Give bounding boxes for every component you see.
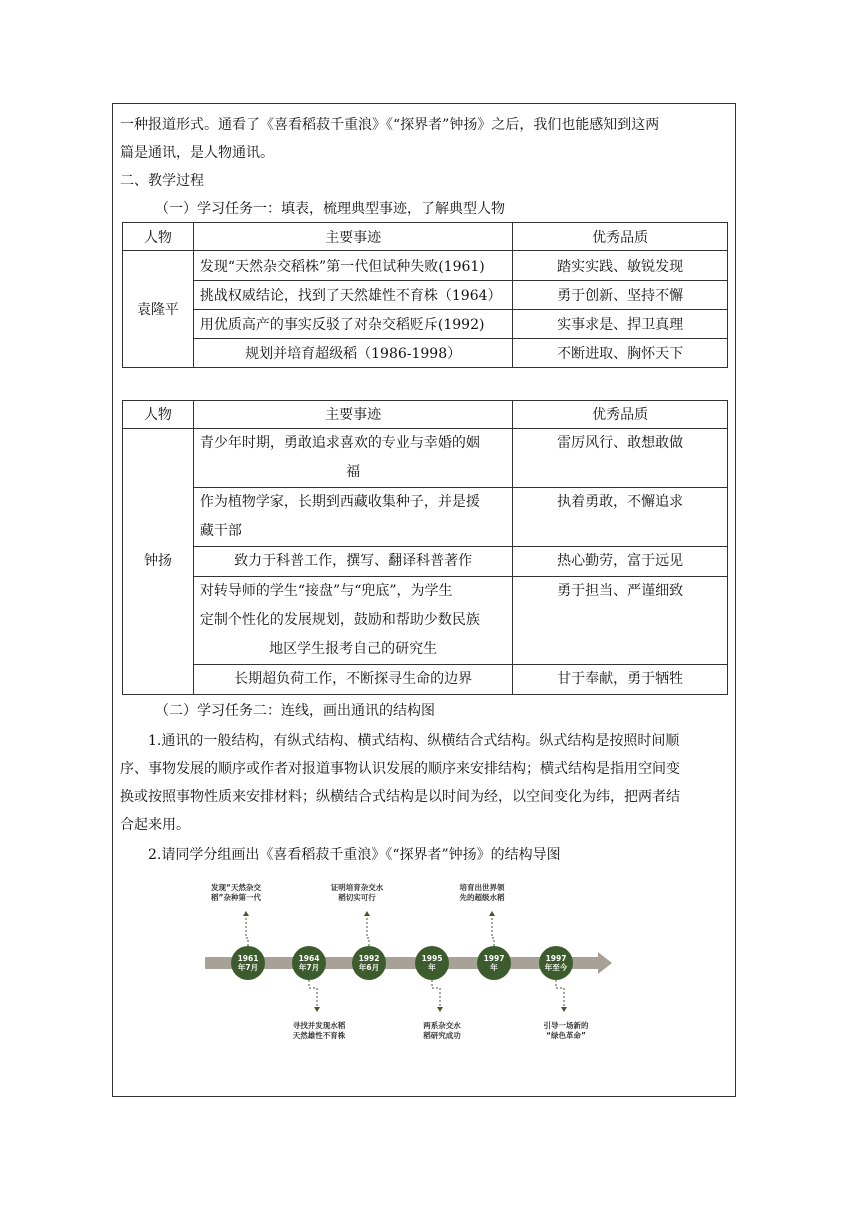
table-row [123, 429, 728, 488]
timeline-caption: 发现“天然杂交 [211, 883, 261, 892]
connector-arrowhead [437, 1007, 443, 1012]
timeline-connector [432, 980, 440, 1011]
quality-cell: 执着勇敢，不懈追求 [513, 488, 728, 547]
deed-cell: 规划并培育超级稻（1986-1998） [193, 339, 512, 368]
timeline-node-label: 1997 [483, 954, 505, 963]
quality-cell: 勇于创新、坚持不懈 [513, 281, 728, 310]
header-person: 人物 [123, 401, 194, 429]
quality-cell: 不断进取、胸怀天下 [513, 339, 728, 368]
para1-line-1: 1.通讯的一般结构，有纵式结构、横式结构、纵横结合式结构。纵式结构是按照时间顺 [148, 733, 680, 749]
timeline-connector [367, 912, 369, 946]
timeline-node-label: 1995 [421, 954, 443, 963]
timeline-caption: 天然雄性不育株 [292, 1031, 346, 1040]
deed-cell [193, 488, 512, 547]
header-person: 人物 [123, 223, 194, 251]
intro-line-2: 篇是通讯，是人物通讯。 [120, 145, 274, 161]
deeds-table-yuan [122, 222, 728, 368]
connector-arrowhead [243, 911, 249, 916]
table-row [123, 488, 728, 547]
quality-cell: 踏实实践、敏锐发现 [513, 251, 728, 281]
table-row [123, 281, 728, 310]
timeline-node-label: 年7月 [237, 963, 259, 972]
table-header-row [123, 223, 728, 251]
timeline-node-label: 年6月 [358, 963, 380, 972]
timeline-connector [556, 980, 564, 1011]
timeline-node-label: 1997 [545, 954, 567, 963]
deed-line: 作为植物学家，长期到西藏收集种子，并是援 [199, 494, 480, 510]
timeline-caption: “绿色革命” [546, 1031, 586, 1040]
table-row [123, 310, 728, 339]
connector-arrowhead [314, 1007, 320, 1012]
para2: 2.请同学分组画出《喜看稻菽千重浪》《“探界者”钟扬》的结构导图 [148, 847, 561, 863]
timeline-caption: 证明培育杂交水 [330, 883, 384, 892]
connector-arrowhead [364, 911, 370, 916]
deed-cell: 长期超负荷工作，不断探寻生命的边界 [193, 665, 512, 695]
deeds-table-zhong [122, 400, 728, 695]
timeline-connector [309, 980, 317, 1011]
header-deeds: 主要事迹 [193, 401, 512, 429]
timeline-caption: 稻切实可行 [338, 893, 376, 902]
timeline-node-label: 年 [428, 963, 436, 972]
timeline-connector [246, 912, 248, 946]
deed-cell: 发现“天然杂交稻株”第一代但试种失败(1961) [193, 251, 512, 281]
table-row [123, 665, 728, 695]
quality-cell: 勇于担当、严谨细致 [513, 577, 728, 665]
task2-heading: （二）学习任务二：连线，画出通讯的结构图 [155, 703, 435, 719]
table-row [123, 251, 728, 281]
timeline-caption: 引导一场新的 [543, 1021, 589, 1030]
timeline-caption: 培育出世界领 [459, 883, 505, 892]
deed-cell [193, 429, 512, 488]
timeline-node-label: 年 [490, 963, 498, 972]
timeline-caption: 稻研究成功 [423, 1031, 461, 1040]
deed-cell: 用优质高产的事实反驳了对杂交稻贬斥(1992) [193, 310, 512, 339]
deed-line: 藏干部 [199, 523, 242, 539]
person-name: 钟扬 [123, 429, 194, 695]
quality-cell: 热心勤劳，富于远见 [513, 547, 728, 577]
table-header-row [123, 401, 728, 429]
para1-line-3: 换或按照事物性质来安排材料；纵横结合式结构是以时间为经，以空间变化为纬，把两者结 [120, 789, 680, 805]
timeline-node-label: 年7月 [298, 963, 320, 972]
header-qualities: 优秀品质 [513, 401, 728, 429]
deed-cell: 致力于科普工作，撰写、翻译科普著作 [193, 547, 512, 577]
deed-cell: 挑战权威结论，找到了天然雄性不育株（1964） [193, 281, 512, 310]
timeline-node-label: 1961 [237, 954, 259, 963]
table-row [123, 547, 728, 577]
timeline-caption: 先的超级水稻 [459, 893, 505, 902]
deed-line: 对转导师的学生“接盘”与“兜底”，为学生 [199, 583, 453, 599]
intro-line-1: 一种报道形式。通看了《喜看稻菽千重浪》《“探界者”钟扬》之后，我们也能感知到这两 [120, 117, 660, 133]
para1-line-4: 合起来用。 [120, 817, 190, 833]
table-row [123, 339, 728, 368]
timeline-figure [190, 878, 620, 1048]
table-row [123, 577, 728, 665]
para1-line-2: 序、事物发展的顺序或作者对报道事物认识发展的顺序来安排结构；横式结构是指用空间变 [120, 761, 680, 777]
timeline-caption: 两系杂交水 [423, 1021, 461, 1030]
deed-cell [193, 577, 512, 665]
timeline-node-label: 1992 [358, 954, 380, 963]
deed-line: 福 [346, 464, 361, 480]
task1-heading: （一）学习任务一：填表，梳理典型事迹，了解典型人物 [155, 201, 505, 217]
timeline-caption: 寻找并发现水稻 [292, 1021, 346, 1030]
timeline-caption: 稻”杂种第一代 [211, 893, 261, 902]
quality-cell: 实事求是、捍卫真理 [513, 310, 728, 339]
person-name: 袁隆平 [123, 251, 194, 368]
quality-cell: 雷厉风行、敢想敢做 [513, 429, 728, 488]
header-qualities: 优秀品质 [513, 223, 728, 251]
deed-line: 定制个性化的发展规划，鼓励和帮助少数民族 [199, 612, 480, 628]
timeline-node-label: 年至今 [544, 963, 568, 972]
connector-arrowhead [561, 1007, 567, 1012]
timeline-connector [492, 912, 494, 946]
header-deeds: 主要事迹 [193, 223, 512, 251]
deed-line: 地区学生报考自己的研究生 [269, 641, 438, 657]
section-heading: 二、教学过程 [120, 173, 204, 189]
connector-arrowhead [489, 911, 495, 916]
quality-cell: 甘于奉献，勇于牺牲 [513, 665, 728, 695]
deed-line: 青少年时期，勇敢追求喜欢的专业与幸婚的姻 [199, 435, 480, 451]
timeline-node-label: 1964 [298, 954, 320, 963]
